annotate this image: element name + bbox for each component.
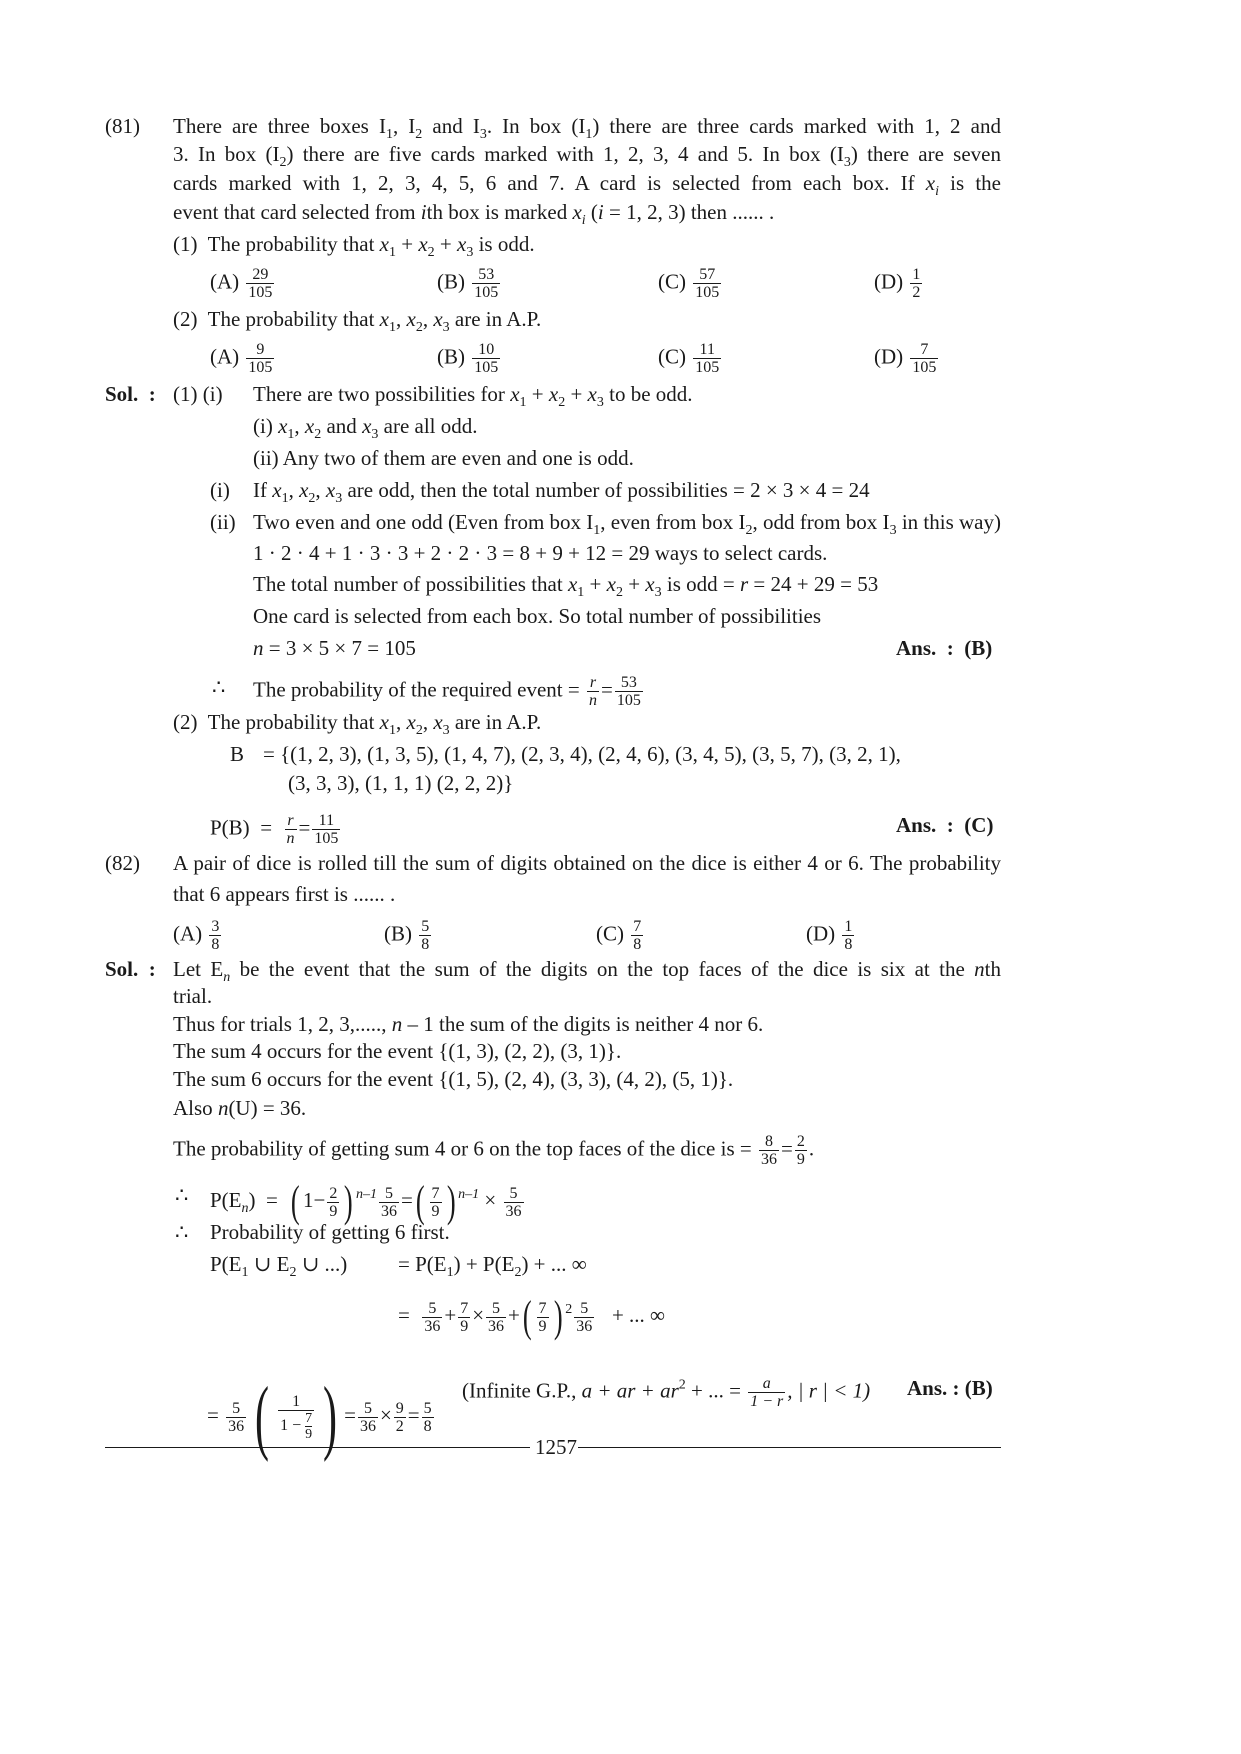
solution-82-pen-formula: $P(E_n)$ = ( 1− $\frac{2}{9}$ ) $^{n-1}$ $\frac{5}{36}$ =( $\frac{7}{9}$ ) $^{n-1}$ × $\frac{5}{36}$ bbox=[210, 1177, 522, 1226]
solution-81-therefore: ∴ bbox=[212, 675, 226, 699]
solution-81-part-2: (2) The probability that $x_1$, $x_2$, $x_3$ are in A.P. bbox=[173, 710, 542, 738]
solution-82-final: = $\frac{5}{36}$ ( 1 1 − $\frac{7}{9}$ ) = $\frac{5}{36}$ × $\frac{9}{2}$ = $\frac{5}{8}$ bbox=[207, 1370, 432, 1463]
question-81-line-3: cards marked with 1, 2, 3, 4, 5, 6 and 7. A card is selected from each box. If $x_i$ is the bbox=[173, 171, 1001, 199]
solution-82-gp-note: (Infinite G.P., a + ar + $ar^2$ + ... = $\frac{a}{1 - r}$ , | r | < 1) bbox=[462, 1375, 871, 1410]
solution-81-line-3: (ii) Any two of them are even and one is odd. bbox=[253, 446, 634, 470]
question-81-line-4: event that card selected from ith box is marked $x_i$ (i = 1, 2, 3) then ...... . bbox=[173, 200, 775, 228]
solution-81-set-b-label: B bbox=[230, 742, 245, 766]
question-82-line-1: A pair of dice is rolled till the sum of digits obtained on the dice is either 4 or 6. The probability bbox=[173, 851, 1001, 875]
solution-82-line-5: The sum 6 occurs for the event {(1, 5), (2, 4), (3, 3), (4, 2), (5, 1)}. bbox=[173, 1067, 734, 1091]
solution-81-answer-1: Ans. : (B) bbox=[896, 636, 993, 660]
solution-82-label: Sol. : bbox=[105, 957, 156, 981]
question-81-part-1-option-c: (C) $\frac{57}{105}$ bbox=[658, 266, 720, 301]
solution-81-line-2: (i) $x_1$, $x_2$ and $x_3$ are all odd. bbox=[253, 414, 478, 442]
solution-82-line-6: Also n(U) = 36. bbox=[173, 1096, 307, 1120]
solution-82-therefore-1: ∴ bbox=[175, 1183, 189, 1207]
question-82-option-c: (C) $\frac{7}{8}$ bbox=[596, 918, 642, 953]
question-82-option-a: (A) $\frac{3}{8}$ bbox=[173, 918, 220, 953]
question-81-part-1: (1) The probability that $x_1 + x_2 + x_3$ is odd. bbox=[173, 232, 535, 260]
solution-82-line-9: Probability of getting 6 first. bbox=[210, 1220, 450, 1244]
solution-81-pb: P(B) = $\frac{r}{n}$ = $\frac{11}{105}$ bbox=[210, 812, 339, 847]
question-81-part-1-option-d: (D) $\frac{1}{2}$ bbox=[874, 266, 921, 301]
question-82-option-d: (D) $\frac{1}{8}$ bbox=[806, 918, 853, 953]
solution-81-case-ii: Two even and one odd (Even from box $I_1$, even from box $I_2$, odd from box $I_3$ in this way) bbox=[253, 510, 1001, 538]
solution-81-line-1: There are two possibilities for $x_1 + x_2 + x_3$ to be odd. bbox=[253, 382, 693, 410]
solution-82-line-3: Thus for trials 1, 2, 3,....., n – 1 the sum of the digits is neither 4 nor 6. bbox=[173, 1012, 764, 1036]
footer-rule-right bbox=[578, 1447, 1001, 1448]
solution-81-set-b-line-2: (3, 3, 3), (1, 1, 1) (2, 2, 2)} bbox=[288, 771, 514, 795]
question-81-number: (81) bbox=[105, 114, 140, 138]
page-number: 1257 bbox=[535, 1435, 577, 1459]
solution-81-total-odd: The total number of possibilities that $x_1 + x_2 + x_3$ is odd = r = 24 + 29 = 53 bbox=[253, 572, 879, 600]
question-81-part-1-option-b: (B) $\frac{53}{105}$ bbox=[437, 266, 499, 301]
solution-81-case-ii-label: (ii) bbox=[210, 510, 236, 534]
question-81-part-2: (2) The probability that $x_1$, $x_2$, $x_3$ are in A.P. bbox=[173, 307, 542, 335]
solution-82-union-lhs: $P(E_1$ ∪ $E_2$ ∪ ...) bbox=[210, 1252, 348, 1280]
solution-82-series: = $\frac{5}{36}$ + $\frac{7}{9}$ × $\frac{5}{36}$ +( $\frac{7}{9}$ ) $^2$ $\frac{5}{36}$ + ... ∞ bbox=[398, 1292, 666, 1341]
question-81-line-1: There are three boxes $I_1$, $I_2$ and $I_3$. In box $(I_1)$ there are three cards marked with 1, 2 and bbox=[173, 114, 1001, 142]
solution-82-line-1: Let $E_n$ be the event that the sum of the digits on the top faces of the dice is six at the nth bbox=[173, 957, 1002, 985]
question-81-part-2-option-a: (A) $\frac{9}{105}$ bbox=[210, 341, 273, 376]
solution-81-set-b-line-1: = {(1, 2, 3), (1, 3, 5), (1, 4, 7), (2, 3, 4), (2, 4, 6), (3, 4, 5), (3, 5, 7), (3, 2, 1), bbox=[263, 742, 901, 766]
question-81-part-1-option-a: (A) $\frac{29}{105}$ bbox=[210, 266, 273, 301]
solution-81-total-sentence: One card is selected from each box. So total number of possibilities bbox=[253, 604, 822, 628]
question-81-part-2-option-c: (C) $\frac{11}{105}$ bbox=[658, 341, 720, 376]
solution-82-union-rhs: = $P(E_1) + P(E_2)$ + ... ∞ bbox=[398, 1252, 587, 1280]
solution-81-n-value: n = 3 × 5 × 7 = 105 bbox=[253, 636, 416, 660]
solution-82-line-4: The sum 4 occurs for the event {(1, 3), (2, 2), (3, 1)}. bbox=[173, 1039, 622, 1063]
solution-82-therefore-2: ∴ bbox=[175, 1220, 189, 1244]
solution-81-answer-2: Ans. : (C) bbox=[896, 813, 994, 837]
question-82-number: (82) bbox=[105, 851, 140, 875]
solution-81-case-i-label: (i) bbox=[210, 478, 230, 502]
solution-81-label: Sol. : bbox=[105, 382, 156, 406]
solution-81-ways-count: 1 · 2 · 4 + 1 · 3 · 3 + 2 · 2 · 3 = 8 + 9 + 12 = 29 ways to select cards. bbox=[253, 541, 828, 565]
question-81-part-2-option-b: (B) $\frac{10}{105}$ bbox=[437, 341, 499, 376]
solution-81-case-i: If $x_1$, $x_2$, $x_3$ are odd, then the total number of possibilities = 2 × 3 × 4 = 24 bbox=[253, 478, 870, 506]
solution-81-part-1-label: (1) (i) bbox=[173, 382, 223, 406]
question-82-line-2: that 6 appears first is ...... . bbox=[173, 882, 396, 906]
solution-82-answer: Ans. : (B) bbox=[907, 1376, 993, 1400]
question-81-line-2: 3. In box $(I_2)$ there are five cards marked with 1, 2, 3, 4 and 5. In box $(I_3)$ there are seven bbox=[173, 142, 1001, 170]
question-81-part-2-option-d: (D) $\frac{7}{105}$ bbox=[874, 341, 937, 376]
footer-rule-left bbox=[105, 1447, 530, 1448]
solution-81-probability: The probability of the required event = $\frac{r}{n}$ = $\frac{53}{105}$ bbox=[253, 674, 641, 709]
question-82-option-b: (B) $\frac{5}{8}$ bbox=[384, 918, 430, 953]
solution-82-line-2: trial. bbox=[173, 984, 213, 1008]
solution-82-line-7: The probability of getting sum 4 or 6 on the top faces of the dice is = $\frac{8}{36}$ = $\frac{2}{9}$ . bbox=[173, 1133, 815, 1168]
